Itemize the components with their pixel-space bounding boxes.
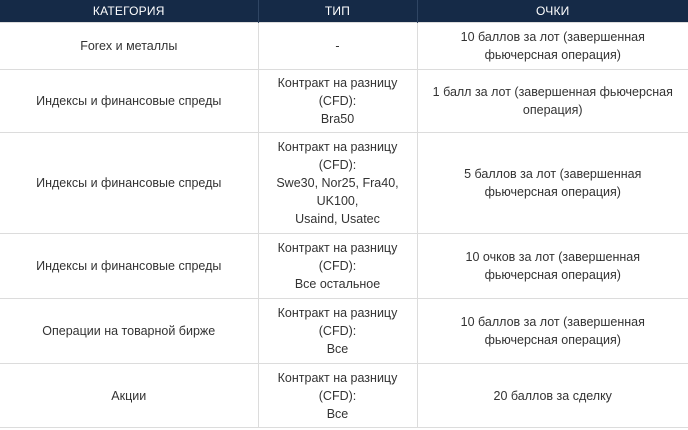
type-cell bbox=[258, 299, 417, 364]
table-row bbox=[0, 23, 688, 70]
table-header bbox=[0, 0, 688, 23]
cell-text: Контракт на разницу bbox=[277, 241, 398, 255]
cell-text: Контракт на разницу bbox=[277, 140, 398, 154]
cell-text: Индексы и финансовые спреды bbox=[36, 176, 222, 190]
type-cell bbox=[258, 23, 417, 70]
cell-text: Bra50 bbox=[320, 112, 355, 126]
cell-text: Операции на товарной бирже bbox=[42, 324, 216, 338]
cell-text: 5 баллов за лот (завершенная bbox=[464, 167, 642, 181]
header-category: КАТЕГОРИЯ bbox=[0, 0, 258, 23]
type-cell bbox=[258, 234, 417, 299]
category-cell bbox=[0, 299, 258, 364]
cell-text: Контракт на разницу bbox=[277, 370, 398, 385]
cell-text: 10 баллов за лот (завершенная bbox=[460, 30, 645, 44]
table-row bbox=[0, 70, 688, 133]
category-cell bbox=[0, 234, 258, 299]
cell-text: 10 очков за лот (завершенная bbox=[465, 250, 640, 264]
cell-text: фьючерсная операция) bbox=[484, 185, 621, 199]
category-cell bbox=[0, 70, 258, 133]
cell-text: фьючерсная операция) bbox=[484, 268, 621, 282]
cell-text: операция) bbox=[522, 103, 583, 117]
category-cell bbox=[0, 23, 258, 70]
cell-text: Контракт на разницу bbox=[277, 306, 398, 320]
cell-text: фьючерсная операция) bbox=[484, 48, 621, 62]
points-cell bbox=[417, 299, 688, 364]
cell-text: (CFD): bbox=[318, 324, 357, 338]
cell-text: (CFD): bbox=[318, 388, 357, 403]
cell-text: 1 балл за лот (завершенная фьючерсная bbox=[432, 85, 673, 99]
header-row bbox=[0, 0, 688, 23]
cell-text: (CFD): bbox=[318, 259, 357, 273]
cell-text: Forex и металлы bbox=[80, 39, 178, 53]
table-row bbox=[0, 133, 688, 234]
table-body bbox=[0, 23, 688, 428]
cell-text: (CFD): bbox=[318, 158, 357, 172]
cell-text: 20 баллов за сделку bbox=[493, 388, 612, 403]
cell-text: Usaind, Usatec bbox=[295, 212, 380, 226]
cell-text: Индексы и финансовые спреды bbox=[36, 259, 222, 273]
cell-text: Акции bbox=[111, 388, 147, 403]
table-row bbox=[0, 234, 688, 299]
table-row bbox=[0, 299, 688, 364]
points-cell bbox=[417, 133, 688, 234]
cell-text: Индексы и финансовые спреды bbox=[36, 94, 222, 108]
cell-text: Все bbox=[326, 406, 349, 421]
cell-text: 10 баллов за лот (завершенная bbox=[460, 315, 645, 329]
cell-text: (CFD): bbox=[318, 94, 357, 108]
type-cell bbox=[258, 364, 417, 428]
cell-text: Swe30, Nor25, Fra40, bbox=[276, 176, 399, 190]
category-cell bbox=[0, 364, 258, 428]
cell-text: фьючерсная операция) bbox=[484, 333, 621, 347]
points-cell bbox=[417, 364, 688, 428]
header-points: ОЧКИ bbox=[417, 0, 688, 23]
cell-text: - bbox=[335, 39, 340, 53]
points-cell bbox=[417, 23, 688, 70]
type-cell bbox=[258, 133, 417, 234]
type-cell bbox=[258, 70, 417, 133]
cell-text: Все остальное bbox=[294, 277, 381, 291]
points-cell bbox=[417, 234, 688, 299]
cell-text: Контракт на разницу bbox=[277, 76, 398, 90]
points-cell bbox=[417, 70, 688, 133]
category-cell bbox=[0, 133, 258, 234]
cell-text: Все bbox=[326, 342, 349, 356]
header-type: ТИП bbox=[258, 0, 417, 23]
table-row bbox=[0, 364, 688, 428]
cell-text: UK100, bbox=[316, 194, 359, 208]
